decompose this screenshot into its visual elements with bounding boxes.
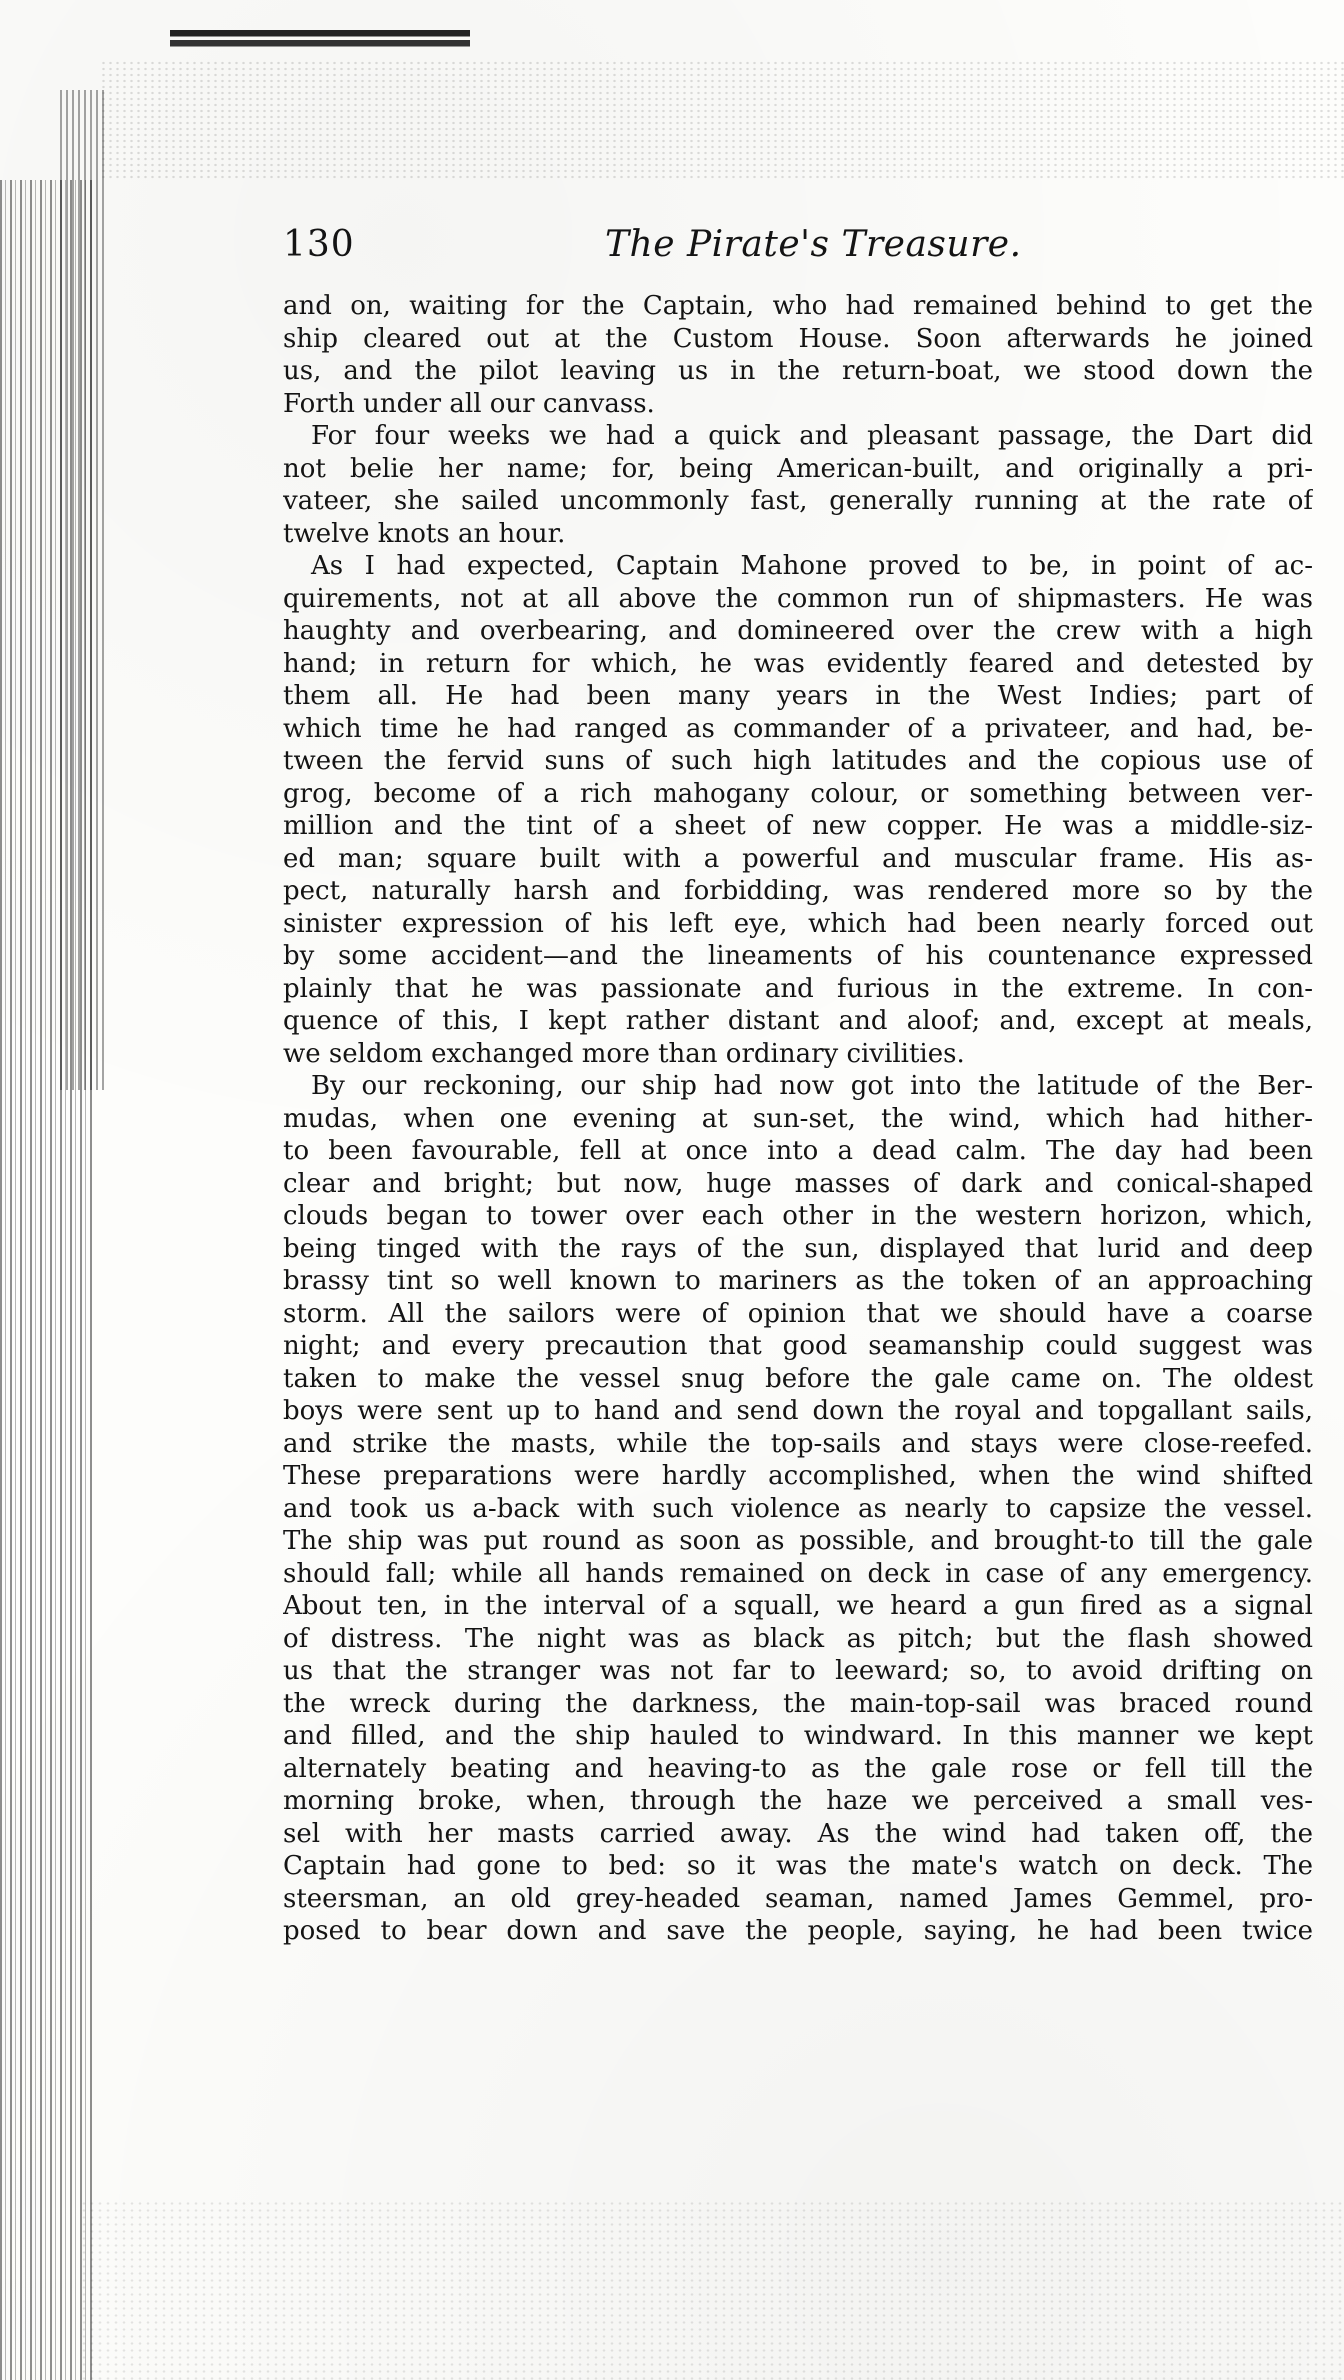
text-line: pect, naturally harsh and forbidding, was rendered more so by the xyxy=(283,876,1313,906)
text-line: ed man; square built with a powerful and muscular frame. His as- xyxy=(283,843,1313,874)
text-line: clouds began to tower over each other in the western horizon, which, xyxy=(283,1201,1313,1231)
text-line: Forth under all our canvass. xyxy=(283,388,655,419)
text-line: These preparations were hardly accomplished, when the wind shifted xyxy=(283,1461,1313,1491)
text-line: of distress. The night was as black as pitch; but the flash showed xyxy=(283,1623,1313,1654)
text-line: to been favourable, fell at once into a dead calm. The day had been xyxy=(283,1136,1313,1166)
text-line: clear and bright; but now, huge masses of dark and conical-shaped xyxy=(283,1168,1313,1199)
text-line: quence of this, I kept rather distant and aloof; and, except at meals, xyxy=(283,1006,1313,1036)
text-line: For four weeks we had a quick and pleasant passage, the Dart did xyxy=(311,421,1313,451)
text-line: haughty and overbearing, and domineered over the crew with a high xyxy=(283,616,1313,646)
text-line: not belie her name; for, being American-built, and originally a pri- xyxy=(283,453,1313,484)
text-line: and strike the masts, while the top-sails and stays were close-reefed. xyxy=(283,1428,1313,1459)
text-line: the wreck during the darkness, the main-top-sail was braced round xyxy=(283,1688,1313,1719)
text-line: vateer, she sailed uncommonly fast, generally running at the rate of xyxy=(283,486,1313,516)
text-line: The ship was put round as soon as possible, and brought-to till the gale xyxy=(283,1526,1313,1556)
text-line: ship cleared out at the Custom House. Soon afterwards he joined xyxy=(283,323,1313,354)
text-line: plainly that he was passionate and furious in the extreme. In con- xyxy=(283,973,1313,1004)
text-line: we seldom exchanged more than ordinary civilities. xyxy=(283,1038,965,1069)
page-number: 130 xyxy=(283,224,355,265)
text-line: By our reckoning, our ship had now got into the latitude of the Ber- xyxy=(311,1071,1313,1101)
running-title: The Pirate's Treasure. xyxy=(605,224,1022,265)
text-line: by some accident—and the lineaments of his countenance expressed xyxy=(283,941,1313,971)
text-line: and took us a-back with such violence as nearly to capsize the vessel. xyxy=(283,1493,1313,1524)
text-line: storm. All the sailors were of opinion that we should have a coarse xyxy=(283,1298,1313,1329)
text-line: and filled, and the ship hauled to windward. In this manner we kept xyxy=(283,1721,1313,1751)
text-line: quirements, not at all above the common run of shipmasters. He was xyxy=(283,583,1313,614)
scan-noise-top xyxy=(100,60,1344,180)
text-line: taken to make the vessel snug before the gale came on. The oldest xyxy=(283,1363,1313,1394)
running-head xyxy=(283,224,1313,284)
book-gutter-edge-upper xyxy=(60,90,105,1090)
text-line: alternately beating and heaving-to as the gale rose or fell till the xyxy=(283,1753,1313,1784)
text-line: us, and the pilot leaving us in the return-boat, we stood down the xyxy=(283,356,1313,386)
text-line: us that the stranger was not far to leeward; so, to avoid drifting on xyxy=(283,1656,1313,1686)
text-line: which time he had ranged as commander of a privateer, and had, be- xyxy=(283,713,1313,744)
text-line: mudas, when one evening at sun-set, the wind, which had hither- xyxy=(283,1103,1313,1134)
text-line: steersman, an old grey-headed seaman, named James Gemmel, pro- xyxy=(283,1883,1313,1914)
text-line: and on, waiting for the Captain, who had remained behind to get the xyxy=(283,291,1313,321)
scan-noise-bottom xyxy=(80,2200,1344,2380)
text-line: should fall; while all hands remained on deck in case of any emergency. xyxy=(283,1558,1313,1589)
text-line: Captain had gone to bed: so it was the mate's watch on deck. The xyxy=(283,1851,1313,1881)
text-line: morning broke, when, through the haze we perceived a small ves- xyxy=(283,1786,1313,1816)
body-text xyxy=(283,290,1313,1948)
text-line: sinister expression of his left eye, which had been nearly forced out xyxy=(283,908,1313,939)
top-rule-mark xyxy=(170,30,470,52)
text-line: tween the fervid suns of such high latitudes and the copious use of xyxy=(283,746,1313,776)
text-line: About ten, in the interval of a squall, we heard a gun fired as a signal xyxy=(283,1591,1313,1621)
text-line: being tinged with the rays of the sun, displayed that lurid and deep xyxy=(283,1233,1313,1264)
text-line: grog, become of a rich mahogany colour, or something between ver- xyxy=(283,778,1313,809)
text-line: brassy tint so well known to mariners as the token of an approaching xyxy=(283,1266,1313,1296)
text-line: hand; in return for which, he was evidently feared and detested by xyxy=(283,648,1313,679)
text-line: boys were sent up to hand and send down the royal and topgallant sails, xyxy=(283,1396,1313,1426)
text-line: million and the tint of a sheet of new copper. He was a middle-siz- xyxy=(283,811,1313,841)
text-line: posed to bear down and save the people, saying, he had been twice xyxy=(283,1916,1313,1946)
text-line: twelve knots an hour. xyxy=(283,518,566,549)
text-line: night; and every precaution that good seamanship could suggest was xyxy=(283,1331,1313,1361)
text-line: sel with her masts carried away. As the wind had taken off, the xyxy=(283,1818,1313,1849)
text-line: them all. He had been many years in the West Indies; part of xyxy=(283,681,1313,711)
text-line: As I had expected, Captain Mahone proved to be, in point of ac- xyxy=(311,551,1313,581)
